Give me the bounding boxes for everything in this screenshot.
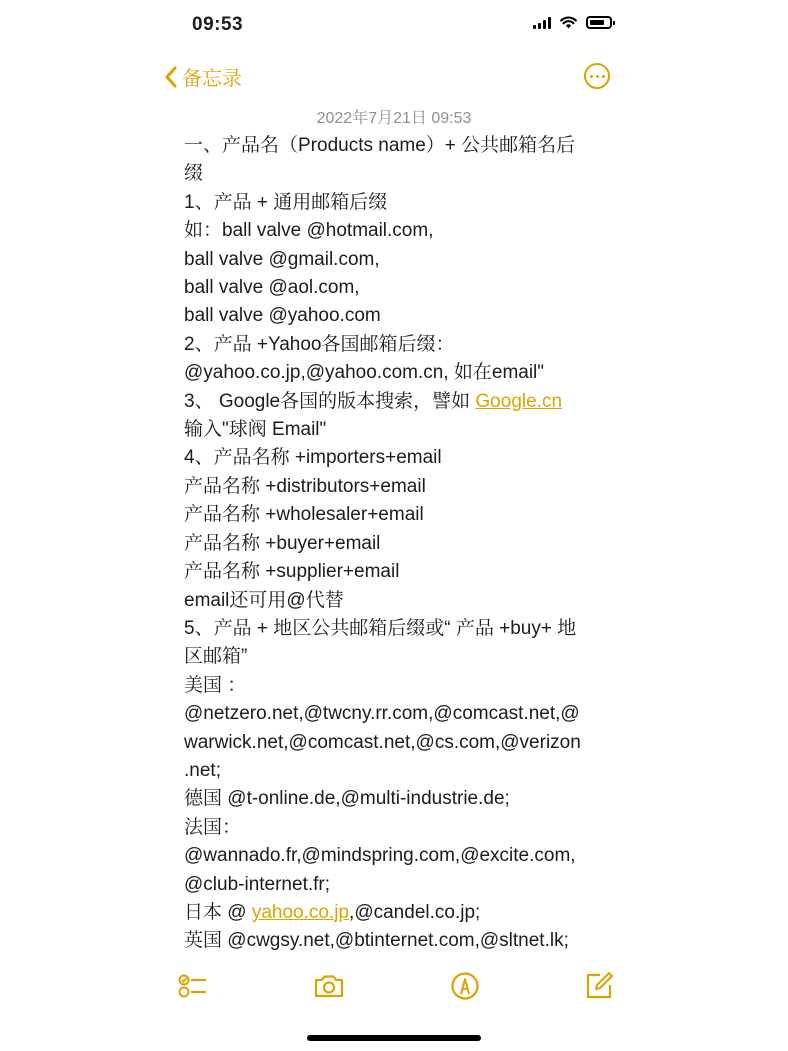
note-line: email还可用@代替 [184,589,344,611]
note-line: 产品名称 +wholesaler+email [184,504,424,526]
note-line: 产品名称 +supplier+email [184,561,400,583]
note-line: 5、产品 + 地区公共邮箱后缀或“ 产品 +buy+ 地 [184,617,577,639]
markup-button[interactable] [449,970,481,1002]
note-line: .net; [184,759,221,781]
yahoo-jp-link[interactable]: yahoo.co.jp [251,901,350,923]
nav-bar [0,58,788,98]
note-body[interactable] [184,132,614,956]
checklist-button[interactable] [176,970,208,1002]
note-line: 2、产品 +Yahoo各国邮箱后缀： [184,333,455,355]
note-line: warwick.net,@comcast.net,@cs.com,@verizon [184,731,581,753]
note-line-japan [184,899,614,927]
wifi-icon [560,16,577,29]
home-indicator[interactable] [307,1035,481,1041]
note-line: 输入"球阀 Email" [184,419,327,441]
note-line: @club-internet.fr; [184,873,331,895]
status-icons [533,16,612,29]
note-date: 2022年7月21日 09:53 [316,110,472,127]
camera-icon [313,970,345,1002]
back-label: 备忘录 [182,68,242,90]
note-line: 产品名称 +buyer+email [184,532,381,554]
cellular-signal-icon [533,16,551,29]
note-line: 一、产品名（Products name）+ 公共邮箱名后 [184,135,576,156]
ellipsis-circle-icon [590,75,593,78]
note-line: @yahoo.co.jp,@yahoo.com.cn, 如在email" [184,362,545,384]
note-line: 1、产品 + 通用邮箱后缀 [184,191,388,213]
chevron-left-icon [164,66,178,88]
note-line: 缀 [184,163,204,185]
note-line: ball valve @aol.com, [184,277,360,299]
note-line: 英国 @cwgsy.net,@btinternet.com,@sltnet.lk; [184,930,569,952]
status-bar [0,0,788,52]
status-time: 09:53 [192,14,244,35]
note-line: 美国 ： [184,674,247,696]
note-text: 日本 @ [184,901,252,923]
note-line: 产品名称 +distributors+email [184,475,426,497]
note-line: ball valve @yahoo.com [184,305,381,327]
google-link[interactable]: Google.cn [475,390,563,412]
note-line: 4、产品名称 +importers+email [184,447,442,469]
bottom-toolbar [0,966,788,1006]
note-line-google [184,388,614,416]
note-line: ball valve @gmail.com, [184,248,380,270]
note-line: 法国： [184,816,242,838]
note-text: 3、 Google各国的版本搜索，譬如 [184,390,476,412]
compose-button[interactable] [583,970,615,1002]
note-line: @wannado.fr,@mindspring.com,@excite.com, [184,845,576,867]
note-text: ,@candel.co.jp; [349,901,481,923]
back-button[interactable] [164,62,242,91]
camera-button[interactable] [313,970,345,1002]
battery-icon [586,16,612,29]
note-line: 德国 @t-online.de,@multi-industrie.de; [184,788,510,810]
note-line: 区邮箱” [184,646,248,668]
note-line: 如：ball valve @hotmail.com, [184,220,434,242]
compose-icon [583,970,615,1002]
more-button[interactable] [584,63,610,89]
note-line: @netzero.net,@twcny.rr.com,@comcast.net,@ [184,703,580,725]
markup-pen-icon [449,970,481,1002]
checklist-icon [176,970,208,1002]
